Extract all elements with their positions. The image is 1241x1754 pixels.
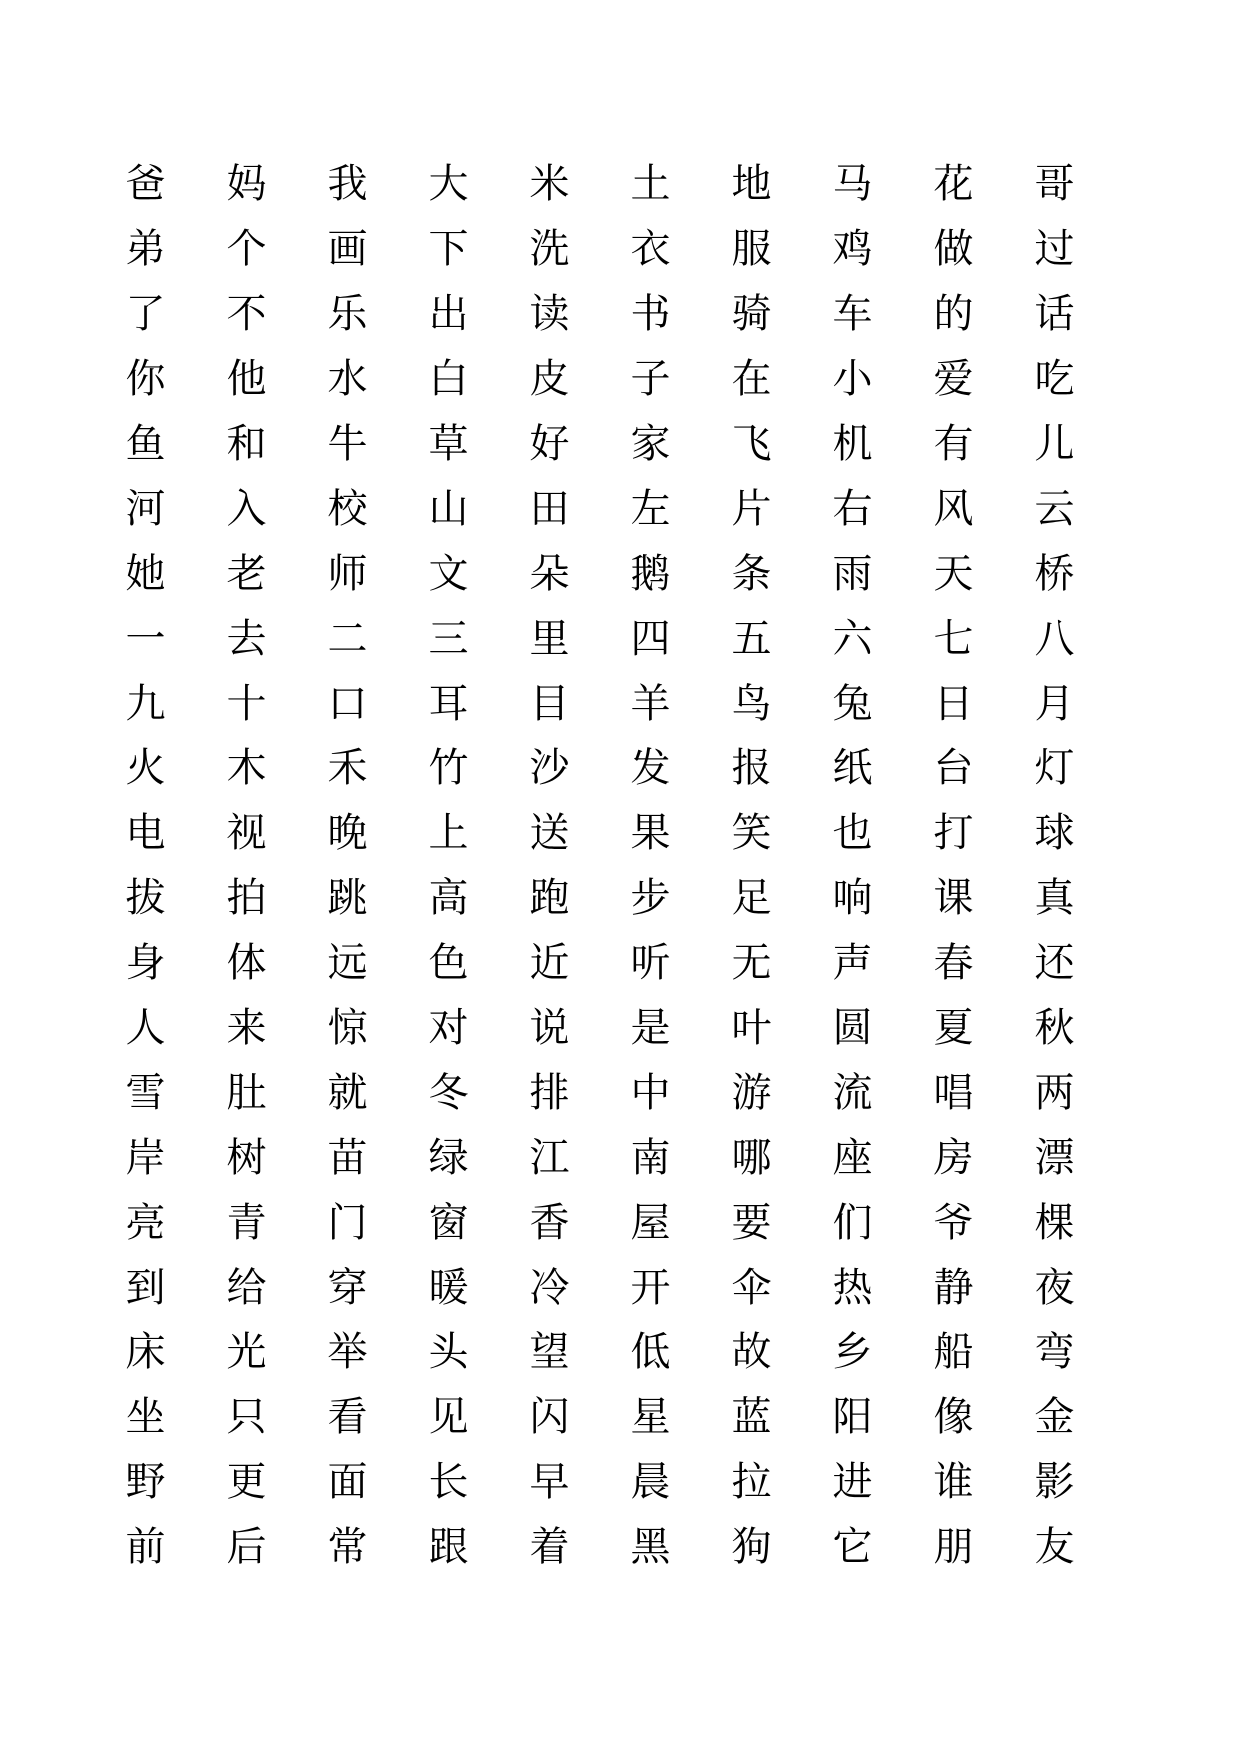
character-cell: 江 xyxy=(529,1134,570,1181)
character-cell: 右 xyxy=(832,485,873,532)
character-cell: 发 xyxy=(630,745,671,792)
character-cell: 去 xyxy=(226,615,267,662)
character-cell: 冬 xyxy=(428,1069,469,1116)
character-cell: 跑 xyxy=(529,875,570,922)
character-cell: 月 xyxy=(1034,680,1075,727)
character-cell: 鹅 xyxy=(630,550,671,597)
character-cell: 友 xyxy=(1034,1524,1075,1571)
character-cell: 弟 xyxy=(125,226,166,273)
character-cell: 跟 xyxy=(428,1524,469,1571)
character-cell: 台 xyxy=(933,745,974,792)
character-cell: 车 xyxy=(832,291,873,338)
character-cell: 四 xyxy=(630,615,671,662)
character-cell: 晚 xyxy=(327,810,368,857)
character-cell: 下 xyxy=(428,226,469,273)
character-cell: 它 xyxy=(832,1524,873,1571)
character-cell: 闪 xyxy=(529,1394,570,1441)
character-cell: 低 xyxy=(630,1329,671,1376)
character-cell: 拉 xyxy=(731,1459,772,1506)
character-cell: 声 xyxy=(832,940,873,987)
character-cell: 五 xyxy=(731,615,772,662)
character-cell: 长 xyxy=(428,1459,469,1506)
character-cell: 真 xyxy=(1034,875,1075,922)
character-cell: 个 xyxy=(226,226,267,273)
character-cell: 花 xyxy=(933,161,974,208)
character-cell: 山 xyxy=(428,485,469,532)
character-cell: 谁 xyxy=(933,1459,974,1506)
character-cell: 见 xyxy=(428,1394,469,1441)
character-cell: 子 xyxy=(630,356,671,403)
character-cell: 米 xyxy=(529,161,570,208)
character-cell: 金 xyxy=(1034,1394,1075,1441)
character-cell: 乐 xyxy=(327,291,368,338)
character-cell: 树 xyxy=(226,1134,267,1181)
character-cell: 秋 xyxy=(1034,1005,1075,1052)
character-cell: 你 xyxy=(125,356,166,403)
character-cell: 肚 xyxy=(226,1069,267,1116)
character-cell: 望 xyxy=(529,1329,570,1376)
character-cell: 看 xyxy=(327,1394,368,1441)
character-cell: 在 xyxy=(731,356,772,403)
character-cell: 报 xyxy=(731,745,772,792)
character-cell: 口 xyxy=(327,680,368,727)
character-cell: 春 xyxy=(933,940,974,987)
character-cell: 皮 xyxy=(529,356,570,403)
character-cell: 漂 xyxy=(1034,1134,1075,1181)
character-cell: 光 xyxy=(226,1329,267,1376)
character-cell: 耳 xyxy=(428,680,469,727)
character-cell: 课 xyxy=(933,875,974,922)
character-cell: 房 xyxy=(933,1134,974,1181)
character-cell: 笑 xyxy=(731,810,772,857)
character-cell: 中 xyxy=(630,1069,671,1116)
character-cell: 苗 xyxy=(327,1134,368,1181)
character-cell: 狗 xyxy=(731,1524,772,1571)
character-cell: 叶 xyxy=(731,1005,772,1052)
character-cell: 无 xyxy=(731,940,772,987)
character-cell: 一 xyxy=(125,615,166,662)
character-cell: 船 xyxy=(933,1329,974,1376)
character-cell: 草 xyxy=(428,421,469,467)
character-cell: 白 xyxy=(428,356,469,403)
character-cell: 穿 xyxy=(327,1264,368,1311)
character-cell: 云 xyxy=(1034,485,1075,532)
character-cell: 门 xyxy=(327,1199,368,1246)
character-cell: 了 xyxy=(125,291,166,338)
character-cell: 阳 xyxy=(832,1394,873,1441)
character-cell: 头 xyxy=(428,1329,469,1376)
character-cell: 身 xyxy=(125,940,166,987)
character-cell: 高 xyxy=(428,875,469,922)
character-cell: 的 xyxy=(933,291,974,338)
character-cell: 爱 xyxy=(933,356,974,403)
character-cell: 听 xyxy=(630,940,671,987)
character-cell: 暖 xyxy=(428,1264,469,1311)
character-cell: 也 xyxy=(832,810,873,857)
character-cell: 画 xyxy=(327,226,368,273)
character-cell: 上 xyxy=(428,810,469,857)
character-cell: 步 xyxy=(630,875,671,922)
character-cell: 球 xyxy=(1034,810,1075,857)
character-cell: 着 xyxy=(529,1524,570,1571)
character-cell: 大 xyxy=(428,161,469,208)
character-cell: 星 xyxy=(630,1394,671,1441)
character-cell: 故 xyxy=(731,1329,772,1376)
character-cell: 鱼 xyxy=(125,421,166,467)
character-cell: 要 xyxy=(731,1199,772,1246)
character-cell: 雨 xyxy=(832,550,873,597)
character-cell: 天 xyxy=(933,550,974,597)
character-cell: 夜 xyxy=(1034,1264,1075,1311)
character-cell: 远 xyxy=(327,940,368,987)
character-cell: 洗 xyxy=(529,226,570,273)
character-grid xyxy=(95,152,1105,1580)
character-cell: 做 xyxy=(933,226,974,273)
character-cell: 惊 xyxy=(327,1005,368,1052)
character-cell: 屋 xyxy=(630,1199,671,1246)
character-cell: 圆 xyxy=(832,1005,873,1052)
character-cell: 有 xyxy=(933,421,974,467)
character-cell: 开 xyxy=(630,1264,671,1311)
character-cell: 面 xyxy=(327,1459,368,1506)
character-cell: 后 xyxy=(226,1524,267,1571)
character-cell: 早 xyxy=(529,1459,570,1506)
character-cell: 妈 xyxy=(226,161,267,208)
character-cell: 读 xyxy=(529,291,570,338)
character-cell: 纸 xyxy=(832,745,873,792)
character-cell: 过 xyxy=(1034,226,1075,273)
character-cell: 足 xyxy=(731,875,772,922)
character-cell: 左 xyxy=(630,485,671,532)
character-cell: 伞 xyxy=(731,1264,772,1311)
character-cell: 到 xyxy=(125,1264,166,1311)
character-cell: 排 xyxy=(529,1069,570,1116)
character-cell: 火 xyxy=(125,745,166,792)
character-cell: 木 xyxy=(226,745,267,792)
character-cell: 两 xyxy=(1034,1069,1075,1116)
character-cell: 拍 xyxy=(226,875,267,922)
character-cell: 近 xyxy=(529,940,570,987)
character-cell: 兔 xyxy=(832,680,873,727)
character-cell: 条 xyxy=(731,550,772,597)
character-cell: 窗 xyxy=(428,1199,469,1246)
character-cell: 入 xyxy=(226,485,267,532)
character-cell: 牛 xyxy=(327,421,368,467)
character-cell: 野 xyxy=(125,1459,166,1506)
character-cell: 好 xyxy=(529,421,570,467)
character-cell: 电 xyxy=(125,810,166,857)
character-cell: 哪 xyxy=(731,1134,772,1181)
character-cell: 桥 xyxy=(1034,550,1075,597)
character-cell: 水 xyxy=(327,356,368,403)
character-cell: 爷 xyxy=(933,1199,974,1246)
character-cell: 骑 xyxy=(731,291,772,338)
character-cell: 出 xyxy=(428,291,469,338)
character-cell: 座 xyxy=(832,1134,873,1181)
character-cell: 七 xyxy=(933,615,974,662)
character-cell: 机 xyxy=(832,421,873,467)
character-cell: 鸡 xyxy=(832,226,873,273)
character-cell: 话 xyxy=(1034,291,1075,338)
character-cell: 拔 xyxy=(125,875,166,922)
character-cell: 打 xyxy=(933,810,974,857)
character-cell: 只 xyxy=(226,1394,267,1441)
character-cell: 体 xyxy=(226,940,267,987)
character-cell: 吃 xyxy=(1034,356,1075,403)
character-cell: 唱 xyxy=(933,1069,974,1116)
character-cell: 雪 xyxy=(125,1069,166,1116)
character-cell: 他 xyxy=(226,356,267,403)
character-cell: 书 xyxy=(630,291,671,338)
character-cell: 蓝 xyxy=(731,1394,772,1441)
character-cell: 岸 xyxy=(125,1134,166,1181)
character-cell: 是 xyxy=(630,1005,671,1052)
character-cell: 就 xyxy=(327,1069,368,1116)
character-cell: 田 xyxy=(529,485,570,532)
character-cell: 冷 xyxy=(529,1264,570,1311)
character-cell: 地 xyxy=(731,161,772,208)
character-cell: 绿 xyxy=(428,1134,469,1181)
character-cell: 晨 xyxy=(630,1459,671,1506)
character-cell: 目 xyxy=(529,680,570,727)
character-cell: 弯 xyxy=(1034,1329,1075,1376)
character-cell: 和 xyxy=(226,421,267,467)
character-cell: 前 xyxy=(125,1524,166,1571)
character-cell: 家 xyxy=(630,421,671,467)
character-cell: 爸 xyxy=(125,161,166,208)
character-cell: 马 xyxy=(832,161,873,208)
character-cell: 进 xyxy=(832,1459,873,1506)
character-cell: 棵 xyxy=(1034,1199,1075,1246)
character-cell: 风 xyxy=(933,485,974,532)
character-cell: 跳 xyxy=(327,875,368,922)
character-cell: 日 xyxy=(933,680,974,727)
character-cell: 校 xyxy=(327,485,368,532)
character-cell: 她 xyxy=(125,550,166,597)
character-cell: 老 xyxy=(226,550,267,597)
character-cell: 说 xyxy=(529,1005,570,1052)
character-cell: 九 xyxy=(125,680,166,727)
character-cell: 儿 xyxy=(1034,421,1075,467)
character-cell: 夏 xyxy=(933,1005,974,1052)
character-cell: 来 xyxy=(226,1005,267,1052)
character-cell: 十 xyxy=(226,680,267,727)
character-cell: 朵 xyxy=(529,550,570,597)
character-cell: 热 xyxy=(832,1264,873,1311)
character-cell: 师 xyxy=(327,550,368,597)
character-cell: 流 xyxy=(832,1069,873,1116)
character-cell: 土 xyxy=(630,161,671,208)
character-cell: 里 xyxy=(529,615,570,662)
character-cell: 影 xyxy=(1034,1459,1075,1506)
character-cell: 视 xyxy=(226,810,267,857)
character-cell: 竹 xyxy=(428,745,469,792)
character-cell: 乡 xyxy=(832,1329,873,1376)
character-cell: 灯 xyxy=(1034,745,1075,792)
character-cell: 文 xyxy=(428,550,469,597)
character-cell: 人 xyxy=(125,1005,166,1052)
character-cell: 二 xyxy=(327,615,368,662)
character-cell: 举 xyxy=(327,1329,368,1376)
character-cell: 色 xyxy=(428,940,469,987)
character-cell: 对 xyxy=(428,1005,469,1052)
character-cell: 羊 xyxy=(630,680,671,727)
character-cell: 哥 xyxy=(1034,161,1075,208)
character-cell: 床 xyxy=(125,1329,166,1376)
character-cell: 片 xyxy=(731,485,772,532)
character-cell: 小 xyxy=(832,356,873,403)
character-cell: 不 xyxy=(226,291,267,338)
character-cell: 游 xyxy=(731,1069,772,1116)
character-cell: 更 xyxy=(226,1459,267,1506)
character-cell: 我 xyxy=(327,161,368,208)
character-cell: 们 xyxy=(832,1199,873,1246)
character-cell: 沙 xyxy=(529,745,570,792)
character-cell: 朋 xyxy=(933,1524,974,1571)
character-cell: 八 xyxy=(1034,615,1075,662)
character-cell: 像 xyxy=(933,1394,974,1441)
character-cell: 黑 xyxy=(630,1524,671,1571)
character-cell: 静 xyxy=(933,1264,974,1311)
character-cell: 鸟 xyxy=(731,680,772,727)
character-cell: 禾 xyxy=(327,745,368,792)
character-cell: 青 xyxy=(226,1199,267,1246)
character-cell: 送 xyxy=(529,810,570,857)
character-cell: 六 xyxy=(832,615,873,662)
character-cell: 给 xyxy=(226,1264,267,1311)
character-cell: 服 xyxy=(731,226,772,273)
character-cell: 三 xyxy=(428,615,469,662)
character-cell: 还 xyxy=(1034,940,1075,987)
character-cell: 香 xyxy=(529,1199,570,1246)
character-cell: 亮 xyxy=(125,1199,166,1246)
character-cell: 坐 xyxy=(125,1394,166,1441)
character-cell: 常 xyxy=(327,1524,368,1571)
character-cell: 飞 xyxy=(731,421,772,467)
character-cell: 响 xyxy=(832,875,873,922)
character-cell: 衣 xyxy=(630,226,671,273)
character-cell: 果 xyxy=(630,810,671,857)
character-cell: 南 xyxy=(630,1134,671,1181)
character-cell: 河 xyxy=(125,485,166,532)
